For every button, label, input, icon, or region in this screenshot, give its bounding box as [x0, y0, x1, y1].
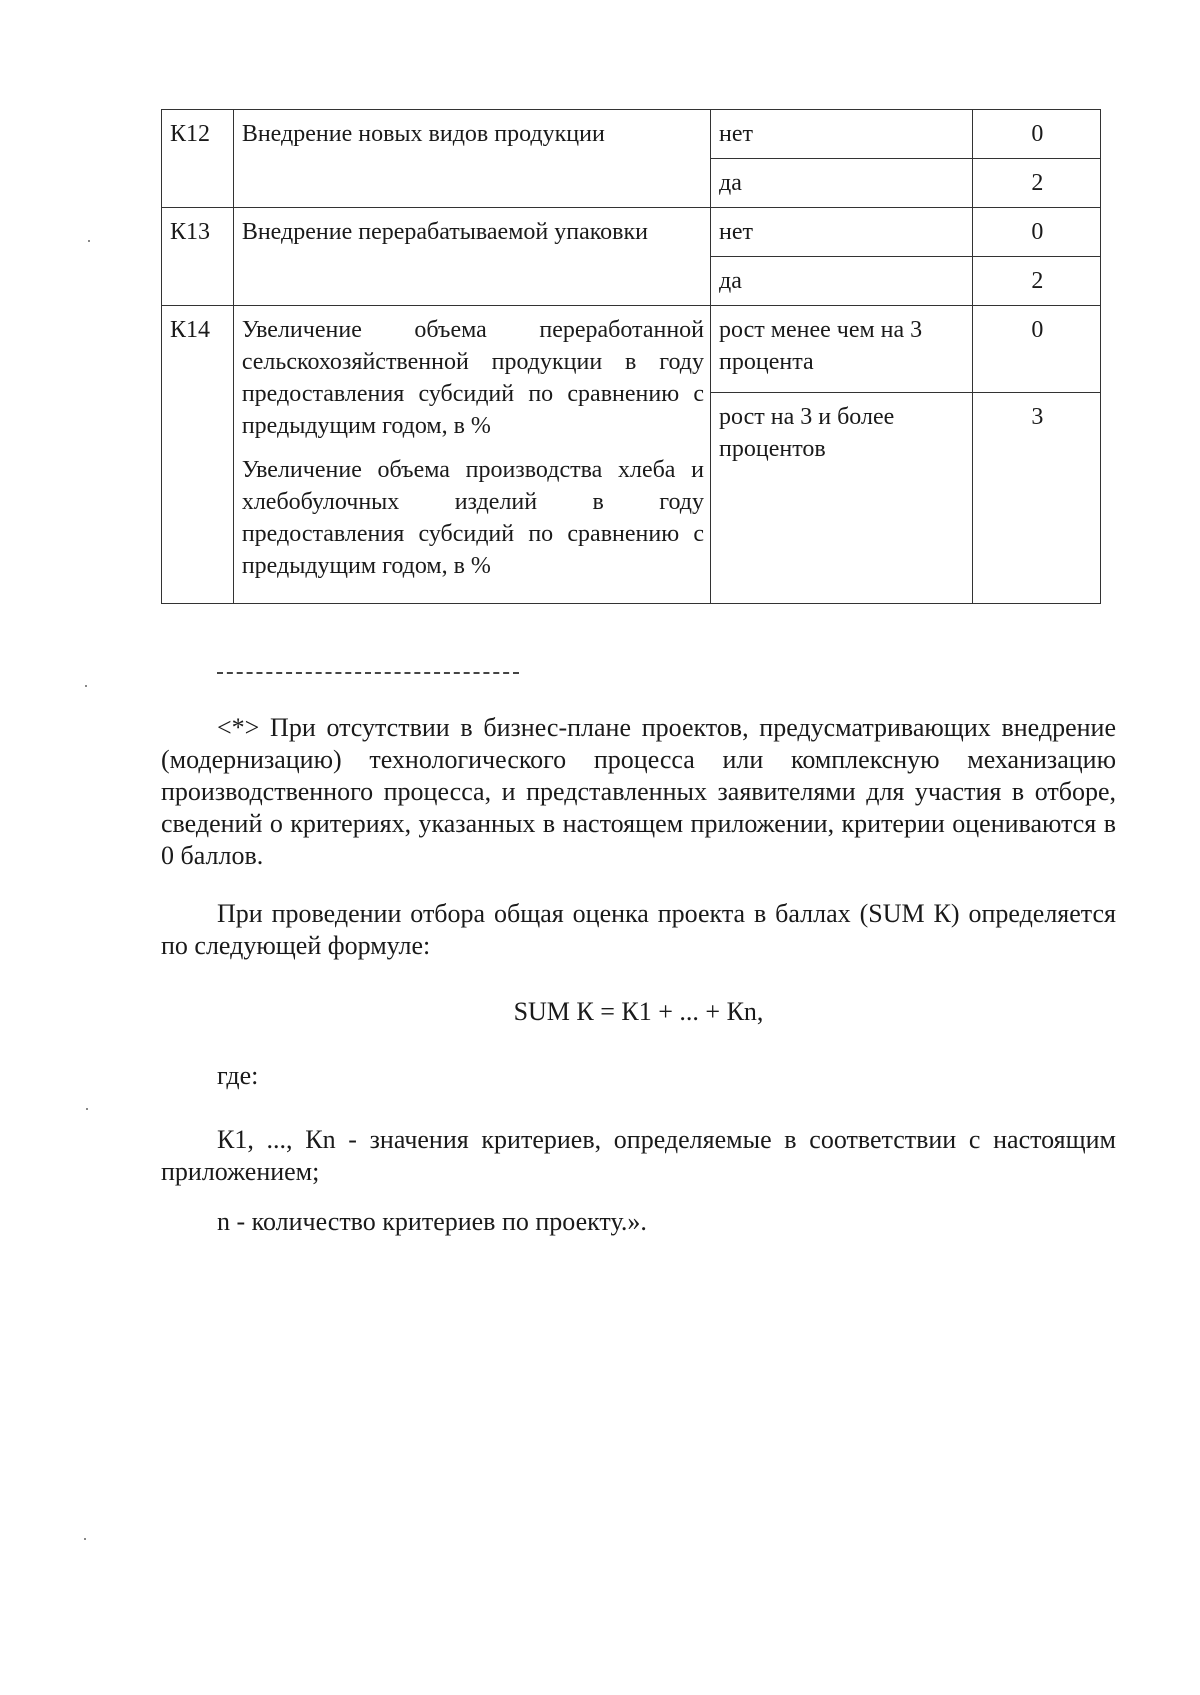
option-label: нет — [711, 208, 973, 257]
scan-speck — [88, 240, 90, 242]
table-row — [162, 208, 1101, 257]
option-score: 2 — [972, 159, 1100, 208]
option-score: 3 — [972, 393, 1100, 604]
option-score: 0 — [972, 306, 1100, 393]
criterion-name — [233, 306, 710, 604]
criteria-table — [161, 109, 1101, 604]
criterion-name-text: Внедрение перерабатываемой упаковки — [241, 219, 648, 245]
option-label: рост менее чем на 3 процента — [711, 306, 973, 393]
option-label: да — [711, 159, 973, 208]
option-label: нет — [711, 110, 973, 159]
formula: SUM К = К1 + ... + Кn, — [513, 997, 764, 1026]
where-label: где: — [217, 1061, 259, 1090]
criterion-code: К12 — [162, 110, 234, 208]
option-label: да — [711, 257, 973, 306]
footnote-separator — [217, 672, 519, 674]
option-label: рост на 3 и более процентов — [711, 393, 973, 604]
table-row — [162, 110, 1101, 159]
scan-speck — [86, 1108, 88, 1110]
criterion-name — [233, 110, 710, 208]
criterion-name — [233, 208, 710, 306]
option-score: 2 — [972, 257, 1100, 306]
scan-speck — [84, 1538, 86, 1540]
criterion-name-text: Увеличение объема производства хлеба и хлебобулочных изделий в году предоставления субсидий по сравнению с предыдущим годом, в % — [241, 457, 705, 579]
criterion-code: К14 — [162, 306, 234, 604]
option-score: 0 — [972, 208, 1100, 257]
definition-n: n - количество критериев по проекту.». — [217, 1207, 647, 1236]
table-row — [162, 306, 1101, 393]
footnote-paragraph: <*> При отсутствии в бизнес-плане проектов, предусматривающих внедрение (модернизацию) технологического процесса или комплексную механизацию производственного процесса, и представленных заявителями для участия в отборе, сведений о критериях, указанных в настоящем приложении, критерии оцениваются в 0 баллов. — [161, 713, 1116, 870]
option-score: 0 — [972, 110, 1100, 159]
criterion-code: К13 — [162, 208, 234, 306]
scan-speck — [85, 685, 87, 687]
criterion-name-text: Увеличение объема переработанной сельскохозяйственной продукции в году предоставления субсидий по сравнению с предыдущим годом, в % — [241, 317, 705, 439]
sum-paragraph: При проведении отбора общая оценка проекта в баллах (SUM К) определяется по следующей формуле: — [161, 899, 1116, 960]
definition-k: К1, ..., Кn - значения критериев, определяемые в соответствии с настоящим приложением; — [161, 1125, 1116, 1186]
criterion-name-text: Внедрение новых видов продукции — [241, 121, 605, 147]
